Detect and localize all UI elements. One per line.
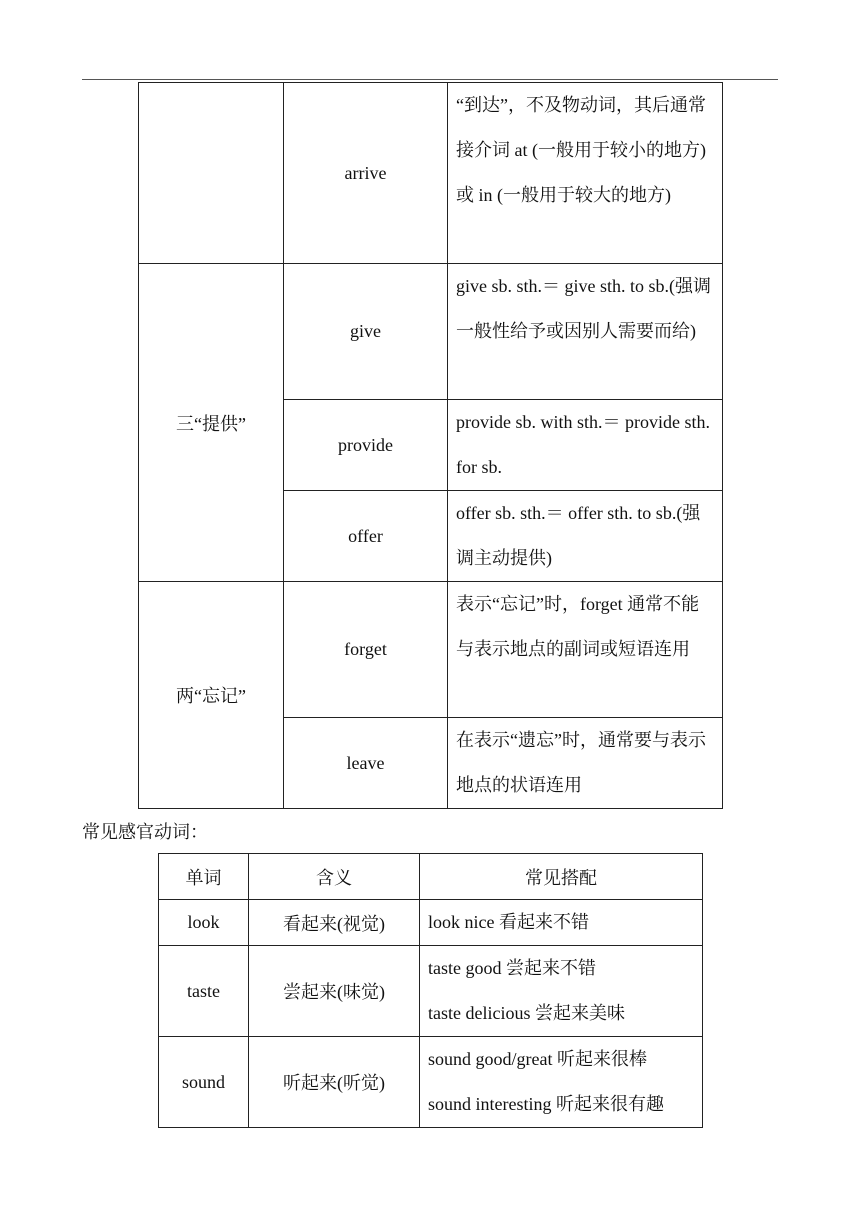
table-row (139, 264, 723, 400)
collocation-line: taste good 尝起来不错 (428, 958, 596, 978)
meaning-cell: 听起来(听觉) (249, 1037, 420, 1128)
collocation-cell (420, 900, 703, 946)
word-cell: taste (159, 946, 249, 1037)
table-row (139, 582, 723, 718)
usage-cell: “到达”，不及物动词，其后通常接介词 at (一般用于较小的地方)或 in (一般用于较大的地方) (448, 83, 723, 264)
table-row (159, 900, 703, 946)
word-cell: leave (284, 718, 448, 809)
meaning-cell: 尝起来(味觉) (249, 946, 420, 1037)
usage-cell: 在表示“遗忘”时，通常要与表示地点的状语连用 (448, 718, 723, 809)
header-word: 单词 (159, 854, 249, 900)
word-cell: sound (159, 1037, 249, 1128)
collocation-cell (420, 946, 703, 1037)
category-cell: 三“提供” (139, 264, 284, 582)
word-cell: forget (284, 582, 448, 718)
word-cell: arrive (284, 83, 448, 264)
collocation-line: look nice 看起来不错 (428, 912, 589, 932)
category-cell (139, 83, 284, 264)
table-row (159, 946, 703, 1037)
collocation-line: taste delicious 尝起来美味 (428, 1003, 625, 1023)
word-cell: offer (284, 491, 448, 582)
section-note: 常见感官动词： (82, 822, 208, 842)
header-collocations: 常见搭配 (420, 854, 703, 900)
category-cell: 两“忘记” (139, 582, 284, 809)
meaning-cell: 看起来(视觉) (249, 900, 420, 946)
table-header-row (159, 854, 703, 900)
usage-cell: offer sb. sth.＝ offer sth. to sb.(强调主动提供) (448, 491, 723, 582)
collocation-line: sound good/great 听起来很棒 (428, 1049, 647, 1069)
header-meaning: 含义 (249, 854, 420, 900)
sense-verbs-table (158, 853, 703, 1128)
usage-cell: 表示“忘记”时，forget 通常不能与表示地点的副词或短语连用 (448, 582, 723, 718)
usage-cell: give sb. sth.＝ give sth. to sb.(强调一般性给予或因别人需要而给) (448, 264, 723, 400)
table-row (159, 1037, 703, 1128)
collocation-cell (420, 1037, 703, 1128)
collocation-line: sound interesting 听起来很有趣 (428, 1094, 664, 1114)
word-cell: look (159, 900, 249, 946)
verb-usage-table (138, 82, 723, 809)
word-cell: give (284, 264, 448, 400)
header-rule (82, 79, 778, 80)
word-cell: provide (284, 400, 448, 491)
usage-cell: provide sb. with sth.＝ provide sth. for sb. (448, 400, 723, 491)
table-row (139, 83, 723, 264)
